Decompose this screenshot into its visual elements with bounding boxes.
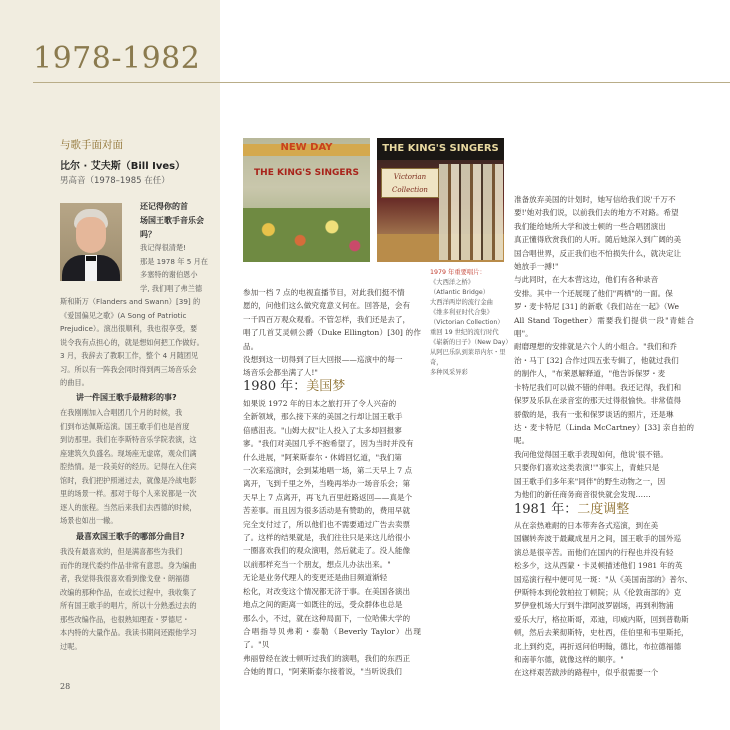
column-1-body: 如果说 1972 年的日本之旅打开了令人兴奋的 全新领域，那么接下来的美国之行却让国王歌手 倍感沮丧。"山姆大叔"让人投入了太多却回报寥 寥。"我们对美国几乎不抱希望了，因为当时并没有 什么进展，"阿莱斯泰尔・休姆回忆道，"我们第 一次来巡演时，会到某地唱一场，第二天早上 7 点 离开，飞到千里之外，当晚再举办一场音乐会；第 天早上 7 点离开，再飞九百里赶路返回——真是个 苦差事。而且因为很多活动是有赞助的，费用早就 完全支付过了，所以他们也不需要通过广告去卖票 了。这样的结果就是，我们往往只是来这儿给很小 一圈喜欢我们的观众演唱，然后就走了。没人能像 以前那样充当一个朋友，想点儿办法出来。" 无论是业务代理人的变更还是曲目频道渐轻 松化，对改变这个情况都无济于事。在美国各演出 地点之间的距离一如既往的远，受众群体也总是 那么小，不过，就在这种局面下，一位哈佛大学的 合唱指导贝弗莉・泰勒（Beverly Taylor）出现了。"贝 弗丽曾经在波士顿听过我们的演唱，我们的东西正 合她的胃口，"阿莱斯泰尔接着说，"当听说我们 bbox=[243, 399, 421, 677]
answer-1-side: 我记得很清楚! 那是 1978 年 5 月在 多塞特的谢伯恩小 学, 我们唱了弗兰德 bbox=[140, 243, 208, 293]
page-number: 28 bbox=[60, 682, 71, 691]
chapter-title: 1978-1982 bbox=[33, 41, 201, 76]
section-heading-1980: 1980 年：美国梦 bbox=[243, 379, 346, 394]
album-caption: 1979 年重要唱片： 《大西洋之桥》 （Atlantic Bridge） 大西洋两岸的流行金曲 《维多利亚时代合集》 （Victorian Collection） 重回 19 世纪的流行时代 《崭新的日子》（New Day） 从阿巴乐队到莱昂内尔・里奇， 多种风采异彩 bbox=[430, 269, 512, 376]
album-cover-new-day bbox=[243, 138, 370, 262]
column-1-intro: 参加一档 7 点的电视直播节目，对此我们挺不情 愿的，问他们这么做究竟意义何在。回答是，会有 一千四百万观众观看。不管怎样，我们还是去了， 唱了几首艾灵顿公爵（Duke Ellington）[30] 的作品。 没想到这一切得到了巨大回报——巡演中的每一 场音乐会都坐满了人!" bbox=[243, 288, 421, 378]
album-2-label: Victorian Collection bbox=[381, 168, 439, 198]
answer-1: 斯和斯万（Flanders and Swann）[39] 的 《爱国偏见之歌》(A Song of Patriotic Prejudice）。演出很顺利，我也很享受，要 说令我有点担心的，就是想如何把工作做好。 3 月，我辞去了教职工作，整个 4 月随团见 习。所以有一阵我会同时得到两三场音乐会 的曲目。 bbox=[60, 297, 204, 387]
singer-portrait bbox=[60, 203, 122, 281]
column-2-body: 从在亲热难耐的日本带奔各式巡演，到在美 国辗转奔波于最藏成星月之间，国王歌手的国外巡 演总是很辛苦。而他们在国内的行程也并没有轻 松多少，这从西蒙・卡灵顿描述他们 1981 年的英 国巡演行程中便可见一斑："从《美国南部的》普尔、 伊斯特本到伦敦柏拉丁顿院；从《伦敦南部的》克 罗伊登机场大厅到牛津阿波罗剧场，再到利物浦 爱乐大厅，格拉斯哥，邓迪，印威内斯，回到普勒斯 顿，然后去莱彻斯特，史杜西，佳伯里和韦里斯托， 北上到约克，再折返问伯明翰，德比，布拉德福德 和南菲尔德，就像这样的顺序。" 在这样艰苦跋涉的路程中，似乎很需要一个 bbox=[514, 521, 693, 678]
header-rule bbox=[33, 82, 730, 83]
album-1-subtitle: THE KING'S SINGERS bbox=[254, 168, 359, 178]
sidebar-heading: 与歌手面对面 bbox=[60, 139, 123, 151]
question-1: 还记得你的首 场国王歌手音乐会 吗？ bbox=[140, 202, 204, 239]
album-cover-victorian-collection bbox=[377, 138, 504, 262]
album-1-title: NEW DAY bbox=[280, 142, 333, 153]
album-2-title: THE KING'S SINGERS bbox=[382, 143, 499, 154]
singer-name: 比尔 · 艾夫斯（Bill Ives） bbox=[60, 161, 186, 172]
column-2-top: 准备放弃美国的计划时，她写信给我们说'千万不 要!'她对我们说，以前我们去的地方不对路。希望 我们能给她所大学和波士顿的一些合唱团演出 真正懂得欣赏我们的人听。随后她深入到广阔的美 国合唱世界，反正我们也不怕损失什么，就决定让 她放手一搏!" 与此同时，在大本营这边，他们有各种录音 安排。其中一个还展现了他们"两栖"的一面。保 罗・麦卡特尼 [31] 的新歌《我们站在一起》（We All Stand Together）需要我们提供一段"青蛙合唱"。 耐磨理想的安排就是六个人的小组合。"我们和乔 治・马丁 [32] 合作过四五张专辑了，他就过我们 的制作人，"布莱恩解释道，"他告诉保罗・麦 卡特尼我们可以做不错的伴唱。我还记得，我们和 保罗及乐队在录音室的那天过得很愉快。非常值得 骄傲的是，我有一张和保罗谈话的照片，还是琳 达・麦卡特尼（Linda McCartney）[33] 亲自拍的呢。 我问他觉得国王歌手表现如何，他说'很不错。 只要你们喜欢这类表演!'"事实上，青蛙只是 国王歌手们多年来"同伴"的野生动物之一，因 为他们的新任商务商音很快就会发现…… bbox=[514, 195, 694, 499]
singer-role: 男高音（1978–1985 在任） bbox=[60, 176, 170, 186]
question-3: 最喜欢国王歌手的哪部分曲目? bbox=[76, 532, 185, 541]
question-2: 讲一件国王歌手最精彩的事? bbox=[76, 393, 177, 402]
answer-3: 我没有最喜欢的，但是满喜都些为我们 而作的现代委约作品非常有意思。身为编曲 者，我觉得我很喜欢看到像戈登・朗福德 改编的那种作品，在或长过程中，我收集了 所有国王歌手的唱片，所以十分熟悉过去的 那些改编作品，也很熟知理查・罗德尼・ 本内特的大量作品。我读书期间还跟他学习 过呢。 bbox=[60, 547, 197, 651]
section-heading-1981: 1981 年：二度调整 bbox=[514, 502, 630, 517]
answer-2: 在我刚刚加入合唱团几个月的时候，我 们到布达佩斯巡演。国王歌手们也是首度 到访那里。我们在李斯特音乐学院表演，这 座建筑久负盛名。现场座无虚席，观众们满 腔热情。是一段美好的经历。记得在入住宾 馆时，我们把护照递过去，就像是冷战电影 里的场景一样。那对于每个人来说都是一次 逐人的旅程。当然后来我们去西德的时候， 场景也如出一辙。 bbox=[60, 408, 197, 525]
